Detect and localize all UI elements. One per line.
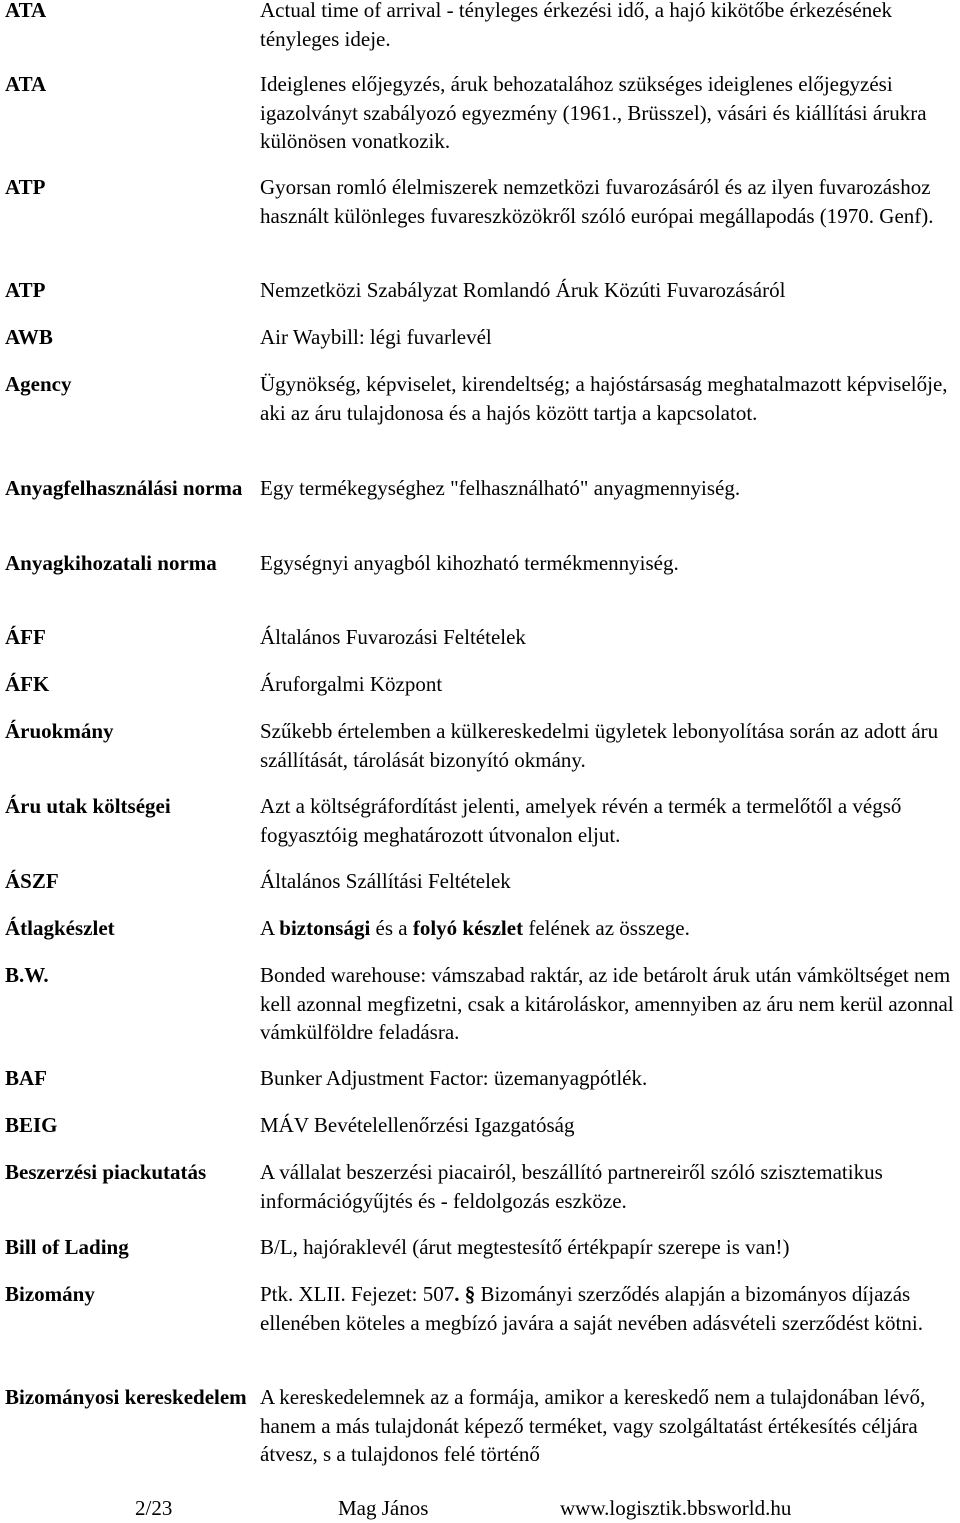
- page-footer: [0, 1494, 960, 1522]
- definition: Általános Fuvarozási Feltételek: [260, 625, 526, 649]
- section-sign: §: [464, 1282, 476, 1306]
- term: Anyagkihozatali norma: [5, 551, 217, 575]
- definition-text: Bizományi szerződés alapján a bizományos díjazás ellenében köteles a megbízó javára a saját nevében adásvételi szerződést kötni.: [260, 1282, 923, 1335]
- definition: Általános Szállítási Feltételek: [260, 869, 511, 893]
- definition: Air Waybill: légi fuvarlevél: [260, 325, 492, 349]
- term: B.W.: [5, 963, 49, 987]
- term: ÁSZF: [5, 869, 59, 893]
- term: Bizományosi kereskedelem: [5, 1385, 247, 1409]
- term: ATA: [5, 0, 47, 22]
- definition: Egységnyi anyagból kihozható termékmennyiség.: [260, 551, 679, 575]
- term: Áru utak költségei: [5, 794, 171, 818]
- definition: [260, 914, 960, 943]
- term: BEIG: [5, 1113, 58, 1137]
- definition: Szűkebb értelemben a külkereskedelmi ügyletek lebonyolítása során az adott áru szállítását, tárolását bizonyító okmány.: [260, 719, 939, 772]
- definition-text: és a: [370, 916, 413, 940]
- term: ÁFF: [5, 625, 46, 649]
- definition: Nemzetközi Szabályzat Romlandó Áruk Közúti Fuvarozásáról: [260, 278, 786, 302]
- term: ATP: [5, 175, 46, 199]
- definition-emphasis: folyó készlet: [412, 916, 524, 940]
- term: Bizomány: [5, 1282, 95, 1306]
- definition: Ügynökség, képviselet, kirendeltség; a hajóstársaság meghatalmazott képviselője, aki az áru tulajdonosa és a hajós között tartja a kapcsolatot.: [260, 372, 948, 425]
- definition: MÁV Bevételellenőrzési Igazgatóság: [260, 1113, 575, 1137]
- term: Átlagkészlet: [5, 916, 115, 940]
- term: AWB: [5, 325, 53, 349]
- definition: B/L, hajóraklevél (árut megtestesítő értékpapír szerepe is van!): [260, 1235, 790, 1259]
- definition-text: Ptk. XLII. Fejezet: 507: [260, 1282, 455, 1306]
- term: ATA: [5, 72, 47, 96]
- definition: Egy termékegységhez "felhasználható" anyagmennyiség.: [260, 476, 741, 500]
- definition: Ideiglenes előjegyzés, áruk behozatalához szükséges ideiglenes előjegyzési igazolványt szabályozó egyezmény (1961., Brüsszel), vásári és kiállítási árukra különösen vonatkozik.: [260, 72, 927, 153]
- definition: Áruforgalmi Központ: [260, 672, 443, 696]
- definition: [260, 1280, 960, 1337]
- definition: Bonded warehouse: vámszabad raktár, az ide betárolt áruk után vámköltséget nem kell azonnal megfizetni, csak a kitároláskor, amennyiben az áru nem kerül azonnal vámkülföldre feladásra.: [260, 963, 954, 1044]
- page-number: 2/23: [135, 1496, 173, 1520]
- term: ÁFK: [5, 672, 50, 696]
- term: Anyagfelhasználási norma: [5, 476, 243, 500]
- term: BAF: [5, 1066, 47, 1090]
- author-name: Mag János: [338, 1496, 429, 1520]
- term: Agency: [5, 372, 72, 396]
- term: ATP: [5, 278, 46, 302]
- definition: A kereskedelemnek az a formája, amikor a kereskedő nem a tulajdonában lévő, hanem a más tulajdonát képező terméket, vagy szolgáltatást értékesítés céljára átvesz, s a tulajdonos felé történő: [260, 1385, 926, 1466]
- definition-emphasis: .: [454, 1282, 465, 1306]
- definition: Gyorsan romló élelmiszerek nemzetközi fuvarozásáról és az ilyen fuvarozáshoz használt különleges fuvareszközökről szóló európai megállapodás (1970. Genf).: [260, 175, 934, 228]
- definition: Bunker Adjustment Factor: üzemanyagpótlék.: [260, 1066, 648, 1090]
- definition-text: felének az összege.: [523, 916, 690, 940]
- definition: Actual time of arrival - tényleges érkezési idő, a hajó kikötőbe érkezésének tényleges ideje.: [260, 0, 893, 51]
- definition: A vállalat beszerzési piacairól, beszállító partnereiről szóló szisztematikus információgyűjtés és - feldolgozás eszköze.: [260, 1160, 883, 1213]
- term: Beszerzési piackutatás: [5, 1160, 207, 1184]
- term: Bill of Lading: [5, 1235, 129, 1259]
- definition: Azt a költségráfordítást jelenti, amelyek révén a termék a termelőtől a végső fogyasztóig meghatározott útvonalon eljut.: [260, 794, 902, 847]
- definition-emphasis: biztonsági: [279, 916, 371, 940]
- website-url: www.logisztik.bbsworld.hu: [560, 1496, 792, 1520]
- definition-text: A: [260, 916, 280, 940]
- term: Áruokmány: [5, 719, 114, 743]
